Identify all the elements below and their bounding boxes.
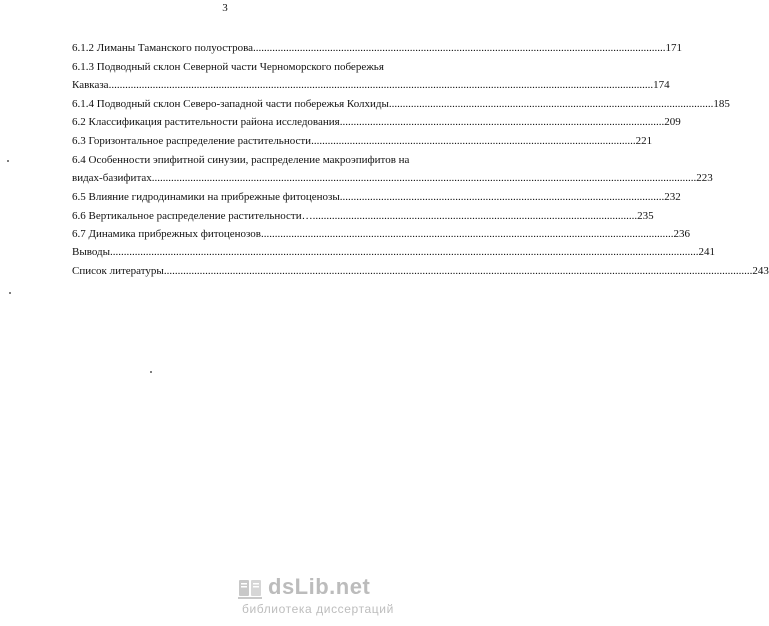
toc-entry-title: 6.2 Классификация растительности района исследования bbox=[72, 116, 340, 128]
toc-entry-title: 6.3 Горизонтальное распределение растительности bbox=[72, 135, 312, 147]
toc-entry-title: 6.4 Особенности эпифитной синузии, распределение макроэпифитов на bbox=[72, 154, 410, 166]
toc-leader-dots: ...................................................................................................................... bbox=[388, 98, 714, 110]
toc-entry-title: Кавказа bbox=[72, 79, 109, 91]
toc-entry bbox=[72, 135, 653, 148]
scan-speck bbox=[150, 371, 152, 373]
toc-entry bbox=[72, 79, 670, 92]
toc-entry bbox=[72, 42, 683, 55]
toc-leader-dots: ...................................................................................................................................................... bbox=[261, 228, 674, 240]
toc-entry bbox=[72, 61, 408, 74]
toc-entry-title: видах-базифитах bbox=[72, 172, 152, 184]
toc-entry-page: 232 bbox=[664, 191, 681, 203]
toc-entry bbox=[72, 191, 681, 204]
toc-entry bbox=[72, 98, 730, 111]
toc-leader-dots: ...................................................................................................................... bbox=[339, 191, 665, 203]
toc-entry-page: 241 bbox=[698, 246, 716, 258]
scan-speck bbox=[7, 160, 9, 162]
toc-entry bbox=[72, 228, 691, 241]
toc-entry-page: 243 bbox=[752, 265, 769, 277]
toc-entry-page: 174 bbox=[653, 79, 670, 91]
toc-entry-title: 6.1.4 Подводный склон Северо-западной части побережья Колхиды bbox=[72, 98, 389, 110]
watermark bbox=[238, 574, 438, 620]
page-number: 3 bbox=[222, 2, 228, 14]
toc-entry bbox=[72, 172, 713, 185]
toc-entry-title: 6.1.2 Лиманы Таманского полуострова bbox=[72, 42, 254, 54]
watermark-subtitle: библиотека диссертаций bbox=[242, 602, 394, 616]
toc-entry-title: 6.7 Динамика прибрежных фитоценозов bbox=[72, 228, 262, 240]
scan-speck bbox=[9, 292, 11, 294]
toc-leader-dots: ...................................................................................................................................................... bbox=[253, 42, 666, 54]
toc-entry bbox=[72, 154, 408, 167]
toc-entry bbox=[72, 210, 654, 223]
toc-entry-title: Список литературы bbox=[72, 265, 164, 277]
toc-entry bbox=[72, 116, 681, 129]
toc-entry-title: 6.1.3 Подводный склон Северной части Черноморского побережья bbox=[72, 61, 384, 73]
toc-entry-page: 223 bbox=[696, 172, 713, 184]
toc-entry bbox=[72, 265, 769, 278]
toc-entry-page: 235 bbox=[637, 210, 654, 222]
toc-entry-page: 236 bbox=[673, 228, 691, 240]
toc-entry bbox=[72, 246, 716, 259]
toc-leader-dots: ...................................................................................................................... bbox=[312, 210, 638, 222]
toc-entry-page: 209 bbox=[664, 116, 681, 128]
toc-entry-page: 185 bbox=[713, 98, 730, 110]
toc-leader-dots: ...................................................................................................................... bbox=[339, 116, 665, 128]
dslib-logo-icon bbox=[238, 578, 264, 600]
toc-leader-dots: ...................................................................................................................................................................................................... bbox=[151, 172, 697, 184]
toc-entry-title: 6.6 Вертикальное распределение растительности… bbox=[72, 210, 313, 222]
toc-entry-page: 221 bbox=[635, 135, 653, 147]
toc-leader-dots: ...................................................................................................................................................................................................................... bbox=[110, 246, 699, 258]
toc-leader-dots: ...................................................................................................................... bbox=[311, 135, 636, 147]
toc-leader-dots: ...................................................................................................................................................................................................... bbox=[108, 79, 654, 91]
toc-entry-title: Выводы bbox=[72, 246, 111, 258]
watermark-title: dsLib.net bbox=[268, 574, 371, 599]
toc-entry-page: 171 bbox=[665, 42, 683, 54]
toc-leader-dots: ...................................................................................................................................................................................................................... bbox=[163, 265, 753, 277]
toc-entry-title: 6.5 Влияние гидродинамики на прибрежные фитоценозы bbox=[72, 191, 340, 203]
